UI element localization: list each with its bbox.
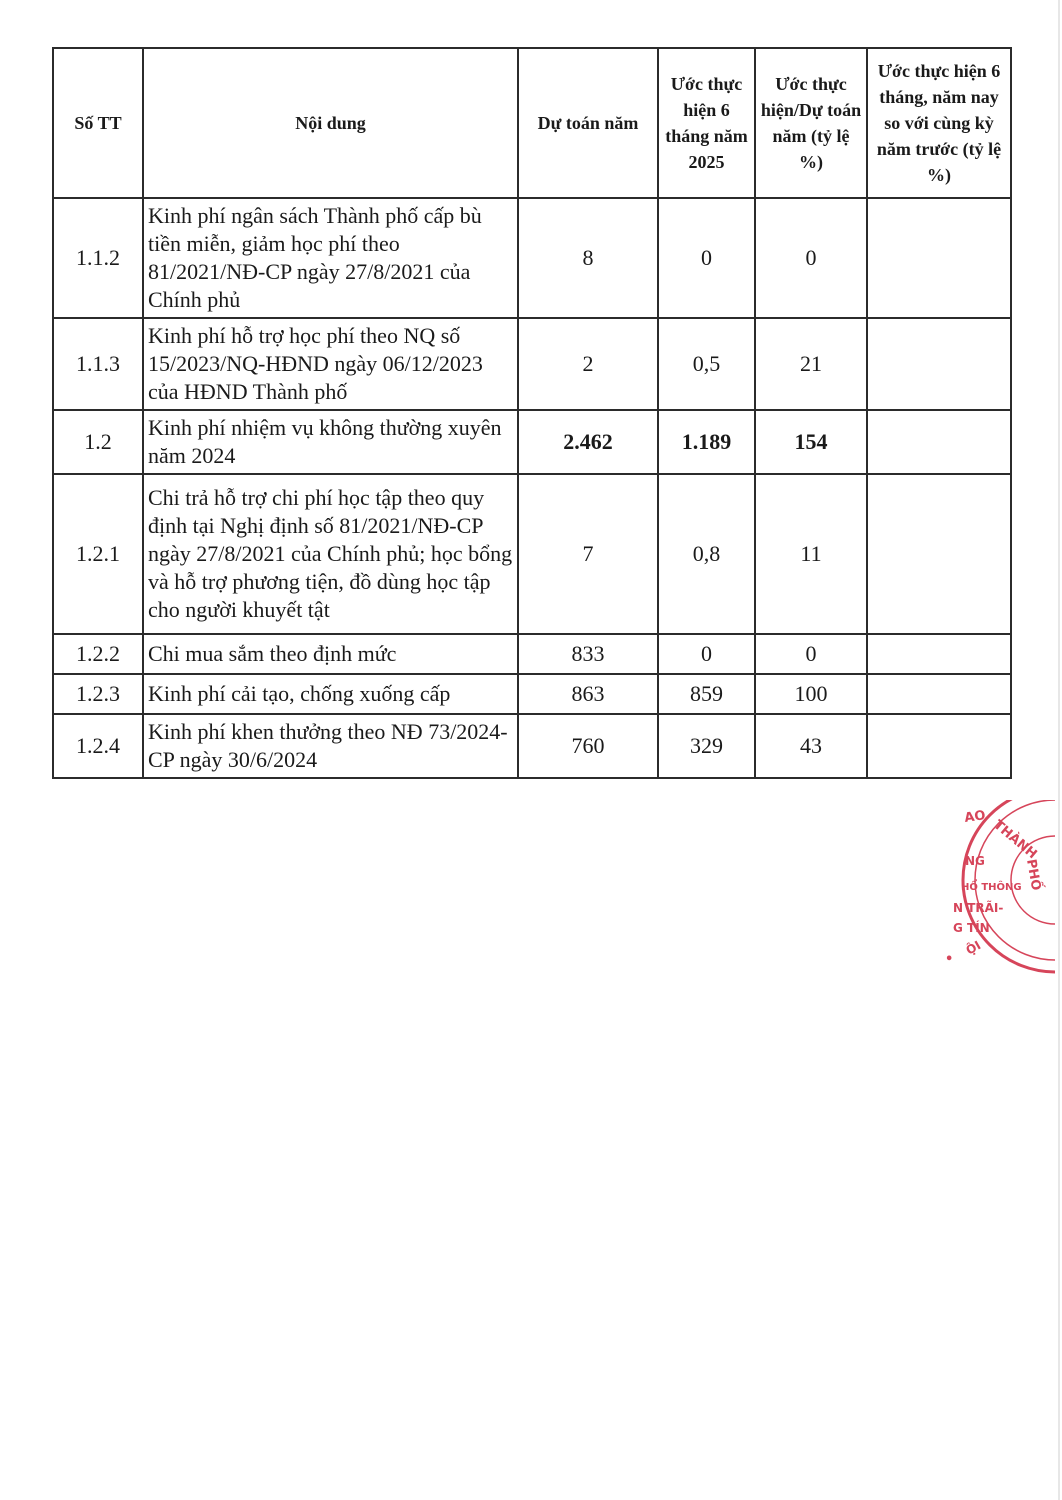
svg-text:N TRÃI-: N TRÃI- [953,901,1004,915]
cell-du-toan: 760 [518,714,658,778]
cell-cung-ky [867,474,1011,634]
svg-text:HỔ THÔNG: HỔ THÔNG [961,882,1022,893]
cell-ty-le: 154 [755,410,867,474]
header-row [53,48,1011,198]
cell-uoc: 0,5 [658,318,755,410]
cell-stt: 1.2.4 [53,714,143,778]
svg-text:ỘI: ỘI [963,938,984,958]
svg-text:AO: AO [963,808,987,826]
cell-ty-le: 0 [755,198,867,318]
cell-cung-ky [867,674,1011,714]
header-noi-dung: Nội dung [143,48,518,198]
cell-ty-le: 11 [755,474,867,634]
cell-uoc: 0 [658,198,755,318]
cell-stt: 1.1.3 [53,318,143,410]
cell-stt: 1.2.1 [53,474,143,634]
cell-cung-ky [867,318,1011,410]
svg-text:THÀNH: THÀNH [990,817,1040,863]
cell-stt: 1.2 [53,410,143,474]
header-du-toan: Dự toán năm [518,48,658,198]
cell-noi-dung: Kinh phí nhiệm vụ không thường xuyên năm 2024 [143,410,518,474]
svg-text:G TÍN: G TÍN [953,921,990,935]
cell-stt: 1.1.2 [53,198,143,318]
table-row [53,198,1011,318]
table-header [53,48,1011,198]
header-uoc-6-thang: Ước thực hiện 6 tháng năm 2025 [658,48,755,198]
budget-table [52,47,1012,779]
cell-noi-dung: Kinh phí cải tạo, chống xuống cấp [143,674,518,714]
cell-cung-ky [867,410,1011,474]
cell-stt: 1.2.3 [53,674,143,714]
cell-noi-dung: Kinh phí khen thưởng theo NĐ 73/2024-CP ngày 30/6/2024 [143,714,518,778]
cell-du-toan: 833 [518,634,658,674]
cell-noi-dung: Kinh phí hỗ trợ học phí theo NQ số 15/2023/NQ-HĐND ngày 06/12/2023 của HĐND Thành phố [143,318,518,410]
table-body [53,198,1011,778]
cell-cung-ky [867,634,1011,674]
svg-text:PHỐ: PHỐ [1023,858,1044,892]
cell-ty-le: 43 [755,714,867,778]
cell-uoc: 0,8 [658,474,755,634]
svg-text:NG: NG [965,854,985,868]
cell-noi-dung: Chi mua sắm theo định mức [143,634,518,674]
cell-noi-dung: Chi trả hỗ trợ chi phí học tập theo quy định tại Nghị định số 81/2021/NĐ-CP ngày 27/8/2021 của Chính phủ; học bổng và hỗ trợ phương tiện, đồ dùng học tập cho người khuyết tật [143,474,518,634]
header-stt: Số TT [53,48,143,198]
table-row [53,410,1011,474]
cell-du-toan: 7 [518,474,658,634]
cell-uoc: 0 [658,634,755,674]
cell-stt: 1.2.2 [53,634,143,674]
scan-edge [1058,0,1060,1500]
cell-cung-ky [867,714,1011,778]
official-seal [935,800,1055,975]
cell-uoc: 1.189 [658,410,755,474]
header-ty-le: Ước thực hiện/Dự toán năm (tỷ lệ %) [755,48,867,198]
cell-ty-le: 0 [755,634,867,674]
table-row [53,634,1011,674]
cell-du-toan: 863 [518,674,658,714]
cell-ty-le: 21 [755,318,867,410]
table-row [53,714,1011,778]
table-row [53,318,1011,410]
cell-ty-le: 100 [755,674,867,714]
table-row [53,674,1011,714]
header-so-cung-ky: Ước thực hiện 6 tháng, năm nay so với cùng kỳ năm trước (tỷ lệ %) [867,48,1011,198]
svg-text:•: • [945,952,954,967]
cell-noi-dung: Kinh phí ngân sách Thành phố cấp bù tiền miễn, giảm học phí theo 81/2021/NĐ-CP ngày 27/8/2021 của Chính phủ [143,198,518,318]
cell-uoc: 859 [658,674,755,714]
cell-du-toan: 2.462 [518,410,658,474]
cell-du-toan: 2 [518,318,658,410]
table-row [53,474,1011,634]
cell-uoc: 329 [658,714,755,778]
cell-cung-ky [867,198,1011,318]
cell-du-toan: 8 [518,198,658,318]
